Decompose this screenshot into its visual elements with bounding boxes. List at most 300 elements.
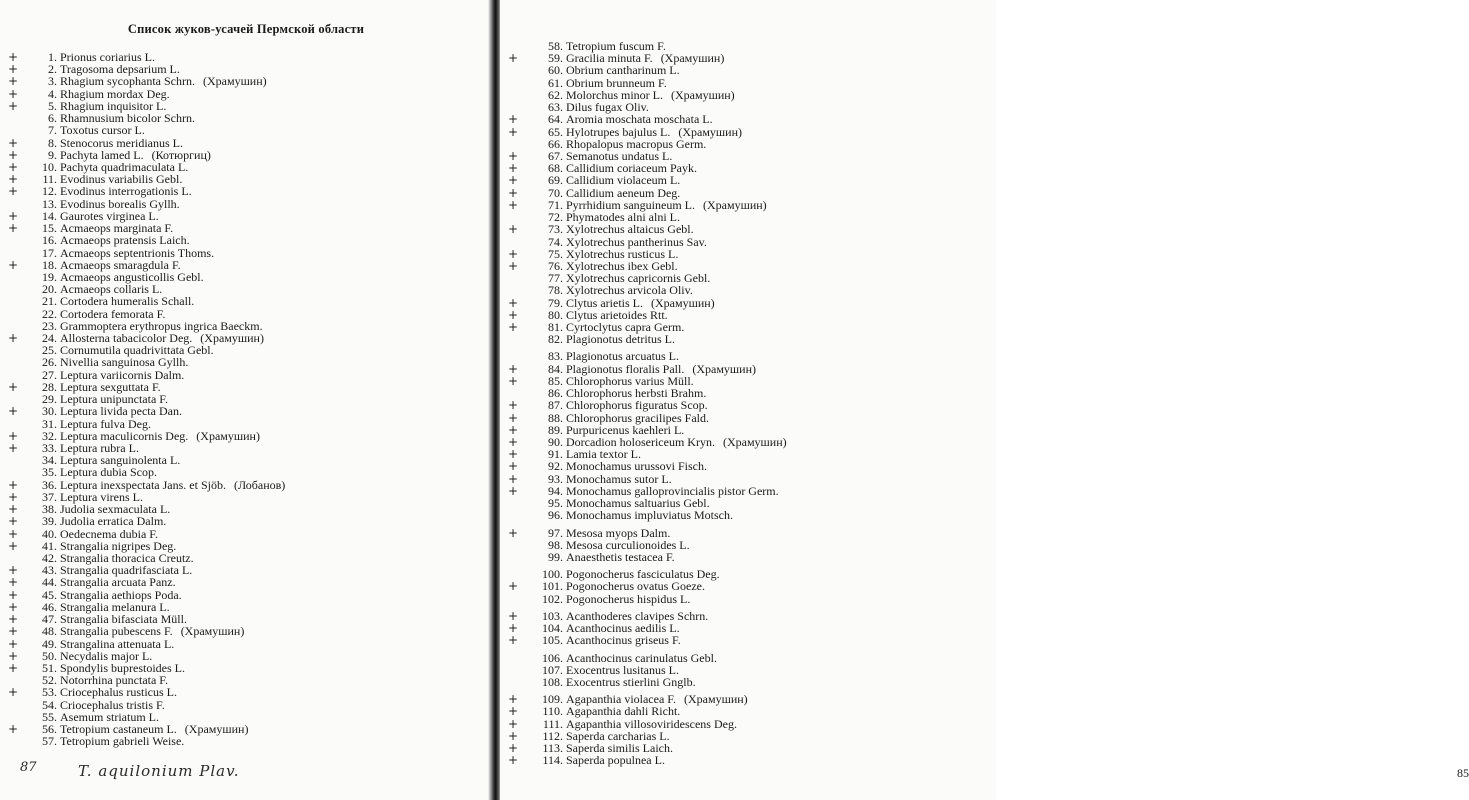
collector-note: (Храмушин) bbox=[180, 624, 245, 639]
entry-number: 97. bbox=[548, 525, 563, 540]
species-binomial: Phymatodes alni alni L. bbox=[566, 210, 680, 225]
entry-number: 38. bbox=[42, 502, 57, 517]
entry-number: 1. bbox=[48, 50, 57, 64]
species-binomial: Mesosa myops Dalm. bbox=[566, 525, 671, 540]
entry-number: 113. bbox=[542, 741, 563, 756]
entry-number: 9. bbox=[48, 147, 57, 162]
entry-number: 92. bbox=[548, 459, 563, 474]
species-binomial: Asemum striatum L. bbox=[60, 709, 159, 724]
entry-number: 107. bbox=[542, 662, 563, 677]
species-binomial: Stenocorus meridianus L. bbox=[60, 135, 183, 150]
entry-number: 35. bbox=[42, 465, 57, 480]
entry-number: 81. bbox=[548, 320, 563, 335]
species-binomial: Pogonocherus ovatus Goeze. bbox=[566, 579, 705, 594]
collector-note: (Храмушин) bbox=[184, 722, 249, 737]
check-mark: + bbox=[8, 514, 19, 529]
species-binomial: Leptura livida pecta Dan. bbox=[60, 404, 182, 419]
entry-number: 103. bbox=[542, 608, 563, 623]
species-name bbox=[566, 551, 675, 563]
check-mark: + bbox=[8, 599, 19, 614]
entry-number: 84. bbox=[548, 361, 563, 376]
entry-number: 29. bbox=[42, 392, 57, 407]
species-binomial: Cornumutila quadrivittata Gebl. bbox=[60, 343, 214, 358]
species-name bbox=[566, 634, 681, 646]
check-mark: + bbox=[8, 636, 19, 651]
entry-number: 94. bbox=[548, 483, 563, 498]
species-binomial: Strangalia melanura L. bbox=[60, 599, 170, 614]
list-item bbox=[508, 676, 992, 688]
check-mark: + bbox=[508, 741, 519, 756]
species-binomial: Obrium cantharinum L. bbox=[566, 63, 680, 78]
check-mark: + bbox=[508, 525, 519, 540]
handwritten-number: 87 bbox=[20, 760, 37, 775]
species-binomial: Xylotrechus altaicus Gebl. bbox=[566, 222, 694, 237]
species-binomial: Exocentrus stierlini Gnglb. bbox=[566, 674, 696, 689]
entry-number: 8. bbox=[48, 135, 57, 150]
species-binomial: Monochamus sutor L. bbox=[566, 471, 672, 486]
species-binomial: Chlorophorus varius Müll. bbox=[566, 373, 694, 388]
entry-number: 78. bbox=[548, 283, 563, 298]
entry-number: 61. bbox=[548, 75, 563, 90]
check-mark: + bbox=[8, 624, 19, 639]
check-mark: + bbox=[8, 331, 19, 346]
species-binomial: Strangalia aethiops Poda. bbox=[60, 587, 182, 602]
species-binomial: Callidium aeneum Deg. bbox=[566, 185, 681, 200]
entry-number: 58. bbox=[548, 39, 563, 53]
entry-number: 55. bbox=[42, 709, 57, 724]
check-mark: + bbox=[508, 633, 519, 648]
species-binomial: Aromia moschata moschata L. bbox=[566, 112, 713, 127]
check-mark: + bbox=[508, 185, 519, 200]
species-binomial: Leptura maculicornis Deg. bbox=[60, 428, 189, 443]
species-binomial: Rhagium inquisitor L. bbox=[60, 98, 167, 113]
check-mark: + bbox=[8, 184, 19, 199]
species-binomial: Tetropium gabrieli Weise. bbox=[60, 734, 185, 749]
collector-note: (Лобанов) bbox=[233, 477, 286, 492]
check-mark: + bbox=[8, 135, 19, 150]
entry-number: 89. bbox=[548, 422, 563, 437]
species-binomial: Leptura unipunctata F. bbox=[60, 392, 169, 407]
entry-number: 109. bbox=[542, 692, 563, 707]
entry-number: 45. bbox=[42, 587, 57, 602]
species-binomial: Leptura virens L. bbox=[60, 489, 143, 504]
species-binomial: Cortodera humeralis Schall. bbox=[60, 294, 195, 309]
entry-number: 46. bbox=[42, 599, 57, 614]
species-binomial: Oedecnema dubia F. bbox=[60, 526, 159, 541]
collector-note: (Храмушин) bbox=[651, 295, 715, 310]
species-list-right bbox=[508, 40, 992, 766]
species-binomial: Tetropium castaneum L. bbox=[60, 722, 177, 737]
species-binomial: Acanthocinus griseus F. bbox=[566, 633, 681, 648]
entry-number: 87. bbox=[548, 398, 563, 413]
entry-number: 53. bbox=[42, 685, 57, 700]
species-list-left bbox=[8, 51, 488, 747]
species-binomial: Evodinus interrogationis L. bbox=[60, 184, 192, 199]
species-binomial: Dilus fugax Oliv. bbox=[566, 100, 649, 115]
species-binomial: Prionus coriarius L. bbox=[60, 50, 155, 64]
check-mark: + bbox=[508, 422, 519, 437]
species-binomial: Monochamus urussovi Fisch. bbox=[566, 459, 707, 474]
check-mark: + bbox=[508, 295, 519, 310]
entry-number: 33. bbox=[42, 441, 57, 455]
species-binomial: Rhagium sycophanta Schrn. bbox=[60, 74, 195, 89]
entry-number: 34. bbox=[42, 453, 57, 468]
check-mark: + bbox=[508, 161, 519, 176]
entry-number: 65. bbox=[548, 124, 563, 139]
entry-number: 76. bbox=[548, 258, 563, 273]
list-item bbox=[8, 735, 488, 747]
entry-number: 64. bbox=[548, 112, 563, 127]
check-mark: + bbox=[8, 575, 19, 590]
entry-number: 32. bbox=[42, 428, 57, 443]
species-binomial: Callidium coriaceum Payk. bbox=[566, 161, 697, 176]
check-mark: + bbox=[8, 257, 19, 272]
species-binomial: Pachyta lamed L. bbox=[60, 147, 144, 162]
entry-number: 85. bbox=[548, 373, 563, 388]
species-name bbox=[60, 735, 184, 747]
list-item bbox=[508, 333, 992, 345]
species-binomial: Criocephalus rusticus L. bbox=[60, 685, 177, 700]
entry-number: 62. bbox=[548, 87, 563, 102]
entry-number: 51. bbox=[42, 660, 57, 675]
check-mark: + bbox=[8, 648, 19, 663]
entry-number: 47. bbox=[42, 612, 57, 627]
species-name bbox=[566, 333, 675, 345]
collector-note: (Храмушин) bbox=[692, 361, 757, 376]
entry-number: 40. bbox=[42, 526, 57, 541]
entry-number: 70. bbox=[548, 185, 563, 200]
species-binomial: Pogonocherus fasciculatus Deg. bbox=[566, 567, 720, 582]
entry-number: 27. bbox=[42, 367, 57, 382]
species-binomial: Strangalia nigripes Deg. bbox=[60, 538, 177, 553]
species-binomial: Rhamnusium bicolor Schrn. bbox=[60, 111, 195, 126]
entry-number: 71. bbox=[548, 197, 563, 212]
check-mark: + bbox=[508, 258, 519, 273]
check-mark: + bbox=[508, 447, 519, 462]
species-binomial: Acmaeops pratensis Laich. bbox=[60, 233, 190, 248]
species-binomial: Saperda carcharias L. bbox=[566, 728, 670, 743]
entry-number: 90. bbox=[548, 435, 563, 449]
entry-number: 80. bbox=[548, 307, 563, 322]
check-mark: + bbox=[8, 428, 19, 443]
entry-number: 112. bbox=[542, 728, 563, 743]
species-binomial: Semanotus undatus L. bbox=[566, 148, 673, 163]
check-mark: + bbox=[508, 753, 519, 768]
check-mark: + bbox=[508, 608, 519, 623]
check-mark: + bbox=[8, 587, 19, 602]
check-mark: + bbox=[8, 722, 19, 737]
page-title: Список жуков-усачей Пермской области bbox=[127, 22, 365, 36]
collector-note: (Котюргиц) bbox=[151, 147, 211, 162]
check-mark: + bbox=[8, 62, 19, 77]
entry-number: 44. bbox=[42, 575, 57, 590]
species-binomial: Xylotrechus pantherinus Sav. bbox=[566, 234, 707, 249]
species-binomial: Leptura dubia Scop. bbox=[60, 465, 157, 480]
species-binomial: Leptura rubra L. bbox=[60, 441, 139, 455]
entry-number: 41. bbox=[42, 538, 57, 553]
entry-number: 39. bbox=[42, 514, 57, 529]
species-binomial: Leptura sanguinolenta L. bbox=[60, 453, 181, 468]
check-mark: + bbox=[8, 660, 19, 675]
check-mark: + bbox=[508, 692, 519, 707]
entry-number: 11. bbox=[42, 172, 57, 187]
check-mark: + bbox=[508, 410, 519, 425]
species-binomial: Allosterna tabacicolor Deg. bbox=[60, 331, 193, 346]
species-name bbox=[566, 754, 665, 766]
check-mark: + bbox=[508, 704, 519, 719]
species-binomial: Rhopalopus macropus Germ. bbox=[566, 136, 707, 151]
check-mark: + bbox=[508, 398, 519, 413]
species-binomial: Monochamus impluviatus Motsch. bbox=[566, 508, 733, 523]
check-mark: + bbox=[8, 685, 19, 700]
species-binomial: Mesosa curculionoides L. bbox=[566, 537, 690, 552]
species-binomial: Acanthocinus aedilis L. bbox=[566, 621, 680, 636]
entry-number: 74. bbox=[548, 234, 563, 249]
entry-number: 36. bbox=[42, 477, 57, 492]
species-binomial: Plagionotus detritus L. bbox=[566, 332, 675, 347]
check-mark: + bbox=[8, 147, 19, 162]
species-binomial: Leptura inexspectata Jans. et Sjöb. bbox=[60, 477, 226, 492]
entry-number: 72. bbox=[548, 210, 563, 225]
entry-number: 99. bbox=[548, 549, 563, 564]
species-binomial: Exocentrus lusitanus L. bbox=[566, 662, 679, 677]
entry-number: 28. bbox=[42, 379, 57, 394]
entry-number: 75. bbox=[548, 246, 563, 261]
entry-number: 13. bbox=[42, 196, 57, 211]
entry-number: 57. bbox=[42, 734, 57, 749]
entry-number: 16. bbox=[42, 233, 57, 248]
entry-number: 24. bbox=[42, 331, 57, 346]
species-binomial: Grammoptera erythropus ingrica Baeckm. bbox=[60, 318, 263, 333]
species-binomial: Callidium violaceum L. bbox=[566, 173, 681, 188]
entry-number: 37. bbox=[42, 489, 57, 504]
check-mark: + bbox=[8, 538, 19, 553]
entry-number: 91. bbox=[548, 447, 563, 462]
entry-number: 10. bbox=[42, 159, 57, 174]
species-binomial: Leptura sexguttata F. bbox=[60, 379, 161, 394]
species-binomial: Plagionotus arcuatus L. bbox=[566, 349, 679, 364]
species-binomial: Saperda populnea L. bbox=[566, 753, 665, 768]
entry-number: 102. bbox=[542, 591, 563, 606]
species-binomial: Dorcadion holosericeum Kryn. bbox=[566, 435, 715, 449]
species-binomial: Gracilia minuta F. bbox=[566, 51, 653, 66]
species-binomial: Strangalia quadrifasciata L. bbox=[60, 563, 193, 578]
entry-number: 79. bbox=[548, 295, 563, 310]
species-binomial: Xylotrechus rusticus L. bbox=[566, 246, 679, 261]
entry-number: 83. bbox=[548, 349, 563, 364]
species-binomial: Cyrtoclytus capra Germ. bbox=[566, 320, 685, 335]
species-binomial: Xylotrechus ibex Gebl. bbox=[566, 258, 678, 273]
species-binomial: Evodinus variabilis Gebl. bbox=[60, 172, 183, 187]
species-binomial: Cortodera femorata F. bbox=[60, 306, 166, 321]
species-binomial: Gaurotes virginea L. bbox=[60, 208, 159, 223]
entry-number: 96. bbox=[548, 508, 563, 523]
check-mark: + bbox=[508, 246, 519, 261]
species-binomial: Toxotus cursor L. bbox=[60, 123, 145, 138]
species-binomial: Lamia textor L. bbox=[566, 447, 641, 462]
entry-number: 98. bbox=[548, 537, 563, 552]
list-item bbox=[508, 509, 992, 521]
species-binomial: Clytus arietis L. bbox=[566, 295, 643, 310]
page-number: 85 bbox=[1457, 766, 1469, 780]
check-mark: + bbox=[508, 124, 519, 139]
species-binomial: Plagionotus floralis Pall. bbox=[566, 361, 685, 376]
check-mark: + bbox=[8, 441, 19, 455]
check-mark: + bbox=[508, 197, 519, 212]
species-binomial: Strangalina attenuata L. bbox=[60, 636, 175, 651]
entry-number: 73. bbox=[548, 222, 563, 237]
species-binomial: Agapanthia dahli Richt. bbox=[566, 704, 681, 719]
species-binomial: Agapanthia violacea F. bbox=[566, 692, 676, 707]
species-binomial: Acmaeops marginata F. bbox=[60, 221, 174, 236]
check-mark: + bbox=[8, 98, 19, 113]
collector-note: (Храмушин) bbox=[200, 331, 264, 346]
check-mark: + bbox=[8, 379, 19, 394]
entry-number: 12. bbox=[42, 184, 57, 199]
entry-number: 50. bbox=[42, 648, 57, 663]
collector-note: (Храмушин) bbox=[722, 435, 787, 449]
entry-number: 104. bbox=[542, 621, 563, 636]
handwritten-text: T. aquilonium Plav. bbox=[78, 762, 240, 780]
species-binomial: Obrium brunneum F. bbox=[566, 75, 667, 90]
entry-number: 20. bbox=[42, 282, 57, 297]
list-item bbox=[508, 593, 992, 605]
collector-note: (Храмушин) bbox=[660, 51, 725, 66]
check-mark: + bbox=[8, 159, 19, 174]
species-binomial: Strangalia pubescens F. bbox=[60, 624, 173, 639]
check-mark: + bbox=[508, 716, 519, 731]
entry-number: 2. bbox=[48, 62, 57, 77]
species-binomial: Criocephalus tristis F. bbox=[60, 697, 165, 712]
species-binomial: Acmaeops angusticollis Gebl. bbox=[60, 269, 204, 284]
species-binomial: Strangalia bifasciata Müll. bbox=[60, 612, 187, 627]
species-binomial: Monochamus saltuarius Gebl. bbox=[566, 496, 710, 511]
check-mark: + bbox=[8, 526, 19, 541]
entry-number: 54. bbox=[42, 697, 57, 712]
entry-number: 25. bbox=[42, 343, 57, 358]
collector-note: (Храмушин) bbox=[678, 124, 742, 139]
species-binomial: Necydalis major L. bbox=[60, 648, 153, 663]
species-name bbox=[566, 509, 733, 521]
check-mark: + bbox=[508, 361, 519, 376]
check-mark: + bbox=[8, 502, 19, 517]
species-binomial: Agapanthia villosoviridescens Deg. bbox=[566, 716, 737, 731]
check-mark: + bbox=[8, 612, 19, 627]
entry-number: 6. bbox=[48, 111, 57, 126]
entry-number: 15. bbox=[42, 221, 57, 236]
entry-number: 49. bbox=[42, 636, 57, 651]
entry-number: 23. bbox=[42, 318, 57, 333]
entry-number: 14. bbox=[42, 208, 57, 223]
entry-number: 69. bbox=[548, 173, 563, 188]
entry-number: 17. bbox=[42, 245, 57, 260]
entry-number: 93. bbox=[548, 471, 563, 486]
entry-number: 59. bbox=[548, 51, 563, 66]
species-binomial: Acanthoderes clavipes Schrn. bbox=[566, 608, 709, 623]
species-binomial: Acmaeops collaris L. bbox=[60, 282, 163, 297]
species-binomial: Xylotrechus capricornis Gebl. bbox=[566, 271, 711, 286]
species-binomial: Spondylis buprestoides L. bbox=[60, 660, 185, 675]
entry-number: 105. bbox=[542, 633, 563, 648]
species-binomial: Chlorophorus gracilipes Fald. bbox=[566, 410, 709, 425]
entry-number: 18. bbox=[42, 257, 57, 272]
species-binomial: Clytus arietoides Rtt. bbox=[566, 307, 668, 322]
check-mark: + bbox=[508, 435, 519, 449]
check-mark: + bbox=[508, 483, 519, 498]
species-binomial: Strangalia thoracica Creutz. bbox=[60, 550, 194, 565]
entry-number: 56. bbox=[42, 722, 57, 737]
check-mark: + bbox=[8, 74, 19, 89]
check-mark: + bbox=[8, 208, 19, 223]
species-binomial: Hylotrupes bajulus L. bbox=[566, 124, 671, 139]
species-name bbox=[566, 676, 696, 688]
species-binomial: Chlorophorus figuratus Scop. bbox=[566, 398, 708, 413]
entry-number: 48. bbox=[42, 624, 57, 639]
entry-number: 106. bbox=[542, 650, 563, 665]
entry-number: 63. bbox=[548, 100, 563, 115]
check-mark: + bbox=[508, 621, 519, 636]
entry-number: 5. bbox=[48, 98, 57, 113]
entry-number: 21. bbox=[42, 294, 57, 309]
entry-number: 31. bbox=[42, 416, 57, 431]
entry-number: 43. bbox=[42, 563, 57, 578]
check-mark: + bbox=[8, 477, 19, 492]
entry-number: 26. bbox=[42, 355, 57, 370]
entry-number: 108. bbox=[542, 674, 563, 689]
species-binomial: Tetropium fuscum F. bbox=[566, 39, 666, 53]
species-binomial: Saperda similis Laich. bbox=[566, 741, 673, 756]
check-mark: + bbox=[508, 373, 519, 388]
entry-number: 100. bbox=[542, 567, 563, 582]
check-mark: + bbox=[508, 579, 519, 594]
species-name bbox=[566, 593, 690, 605]
collector-note: (Храмушин) bbox=[684, 692, 748, 707]
entry-number: 86. bbox=[548, 386, 563, 401]
species-binomial: Xylotrechus arvicola Oliv. bbox=[566, 283, 693, 298]
entry-number: 66. bbox=[548, 136, 563, 151]
entry-number: 19. bbox=[42, 269, 57, 284]
entry-number: 114. bbox=[542, 753, 563, 768]
species-binomial: Evodinus borealis Gyllh. bbox=[60, 196, 180, 211]
check-mark: + bbox=[508, 459, 519, 474]
entry-number: 110. bbox=[542, 704, 563, 719]
entry-number: 42. bbox=[42, 550, 57, 565]
entry-number: 82. bbox=[548, 332, 563, 347]
check-mark: + bbox=[508, 173, 519, 188]
species-binomial: Judolia sexmaculata L. bbox=[60, 502, 171, 517]
check-mark: + bbox=[8, 221, 19, 236]
entry-number: 60. bbox=[548, 63, 563, 78]
species-binomial: Acanthocinus carinulatus Gebl. bbox=[566, 650, 717, 665]
entry-number: 4. bbox=[48, 86, 57, 101]
list-item bbox=[508, 634, 992, 646]
left-page bbox=[0, 0, 492, 800]
species-binomial: Anaesthetis testacea F. bbox=[566, 549, 675, 564]
check-mark: + bbox=[8, 404, 19, 419]
entry-number: 7. bbox=[48, 123, 57, 138]
species-binomial: Acmaeops smaragdula F. bbox=[60, 257, 181, 272]
species-binomial: Leptura fulva Deg. bbox=[60, 416, 151, 431]
check-mark: + bbox=[508, 471, 519, 486]
check-mark: + bbox=[8, 489, 19, 504]
entry-number: 95. bbox=[548, 496, 563, 511]
collector-note: (Храмушин) bbox=[202, 74, 267, 89]
list-item bbox=[508, 754, 992, 766]
check-mark: + bbox=[508, 51, 519, 66]
list-item bbox=[508, 551, 992, 563]
entry-number: 30. bbox=[42, 404, 57, 419]
check-mark: + bbox=[508, 728, 519, 743]
